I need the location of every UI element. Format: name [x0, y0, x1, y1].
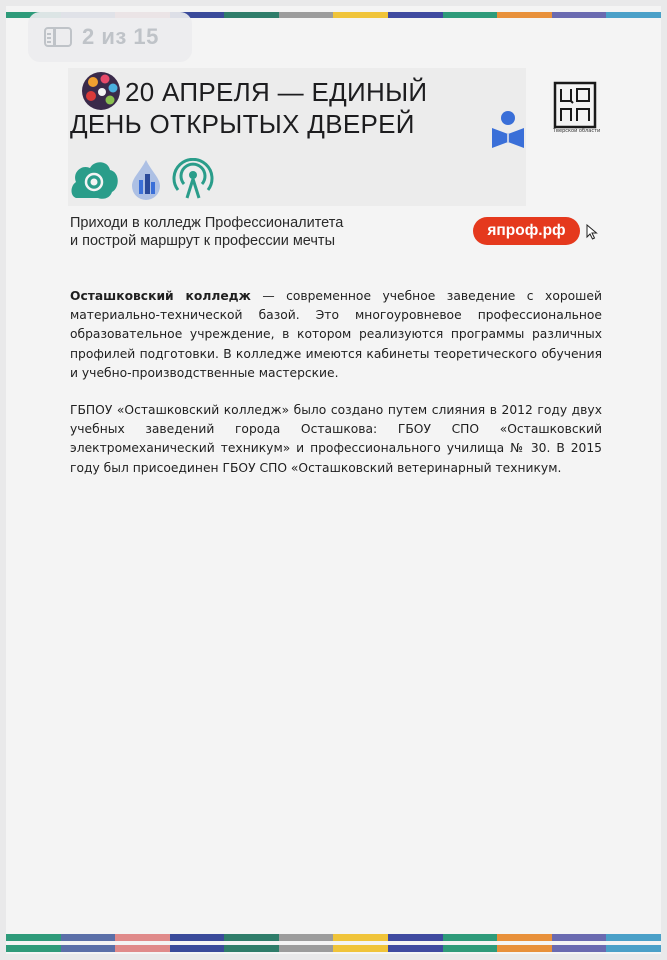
stripe-segment: [333, 12, 388, 18]
stripe-segment: [552, 934, 607, 941]
stripe-segment: [333, 934, 388, 941]
stripe-segment: [552, 945, 607, 952]
stripe-segment: [497, 934, 552, 941]
page-counter[interactable]: [28, 12, 192, 62]
stripe-segment: [333, 945, 388, 952]
document-page: [6, 6, 661, 954]
stripe-segment: [606, 12, 661, 18]
stripe-segment: [61, 934, 116, 941]
stripe-segment: [552, 12, 607, 18]
stripe-segment: [115, 945, 170, 952]
drop-city-icon: [130, 158, 162, 200]
stripe-segment: [6, 945, 61, 952]
paragraph-about-text: — современное учебное заведение с хорошей материально-технической базой. Это многоуровневое профессиональное образовательное учреждение, в котором реализуются программы различных профилей подготовки. В колледже имеются кабинеты теоретического обучения и учебно-производственные мастерские.: [70, 289, 602, 380]
stripe-segment: [170, 934, 225, 941]
stripe-segment: [606, 934, 661, 941]
bottom-color-stripe-2: [6, 945, 661, 952]
banner-title-line1: 20 АПРЕЛЯ — ЕДИНЫЙ: [125, 77, 428, 107]
stripe-segment: [443, 12, 498, 18]
stripe-segment: [443, 934, 498, 941]
tree-icon: [70, 158, 120, 200]
banner-tagline: [70, 214, 430, 250]
stripe-segment: [224, 945, 279, 952]
pages-icon[interactable]: [44, 27, 72, 47]
stripe-segment: [279, 12, 334, 18]
stripe-segment: [224, 934, 279, 941]
stripe-segment: [497, 12, 552, 18]
stripe-segment: [61, 945, 116, 952]
tagline-line2: и построй маршрут к профессии мечты: [70, 233, 335, 249]
stripe-segment: [443, 945, 498, 952]
stripe-segment: [224, 12, 279, 18]
banner-title-line2: ДЕНЬ ОТКРЫТЫХ ДВЕРЕЙ: [70, 109, 415, 139]
stripe-segment: [6, 934, 61, 941]
paragraph-history-text: ГБПОУ «Осташковский колледж» было создано путем слияния в 2012 году двух учебных заведений города Осташкова: ГБОУ СПО «Осташковский электромеханический техникум» и профессионального училища № 30. В 2015 году был присоединен ГБОУ СПО «Осташковский ветеринарный техникум.: [70, 403, 602, 475]
cursor-icon: [586, 224, 598, 240]
logo-caption: Тверской области: [553, 128, 601, 134]
college-name: Осташковский колледж: [70, 289, 251, 303]
tagline-line1: Приходи в колледж Профессионалитета: [70, 215, 344, 231]
stripe-segment: [115, 934, 170, 941]
paragraph-history: [70, 401, 602, 478]
paragraph-about-college: [70, 287, 602, 383]
site-link-button[interactable]: япроф.рф: [473, 217, 580, 245]
stripe-segment: [279, 945, 334, 952]
signal-tower-icon: [172, 158, 214, 200]
bottom-color-stripe: [6, 934, 661, 941]
stripe-segment: [279, 934, 334, 941]
stripe-segment: [388, 945, 443, 952]
stripe-segment: [497, 945, 552, 952]
stripe-segment: [388, 934, 443, 941]
book-reader-icon: [490, 106, 526, 150]
stripe-segment: [606, 945, 661, 952]
banner-title: [70, 76, 540, 140]
page-counter-label: 2 из 15: [82, 24, 159, 49]
stripe-segment: [388, 12, 443, 18]
stripe-segment: [170, 945, 225, 952]
